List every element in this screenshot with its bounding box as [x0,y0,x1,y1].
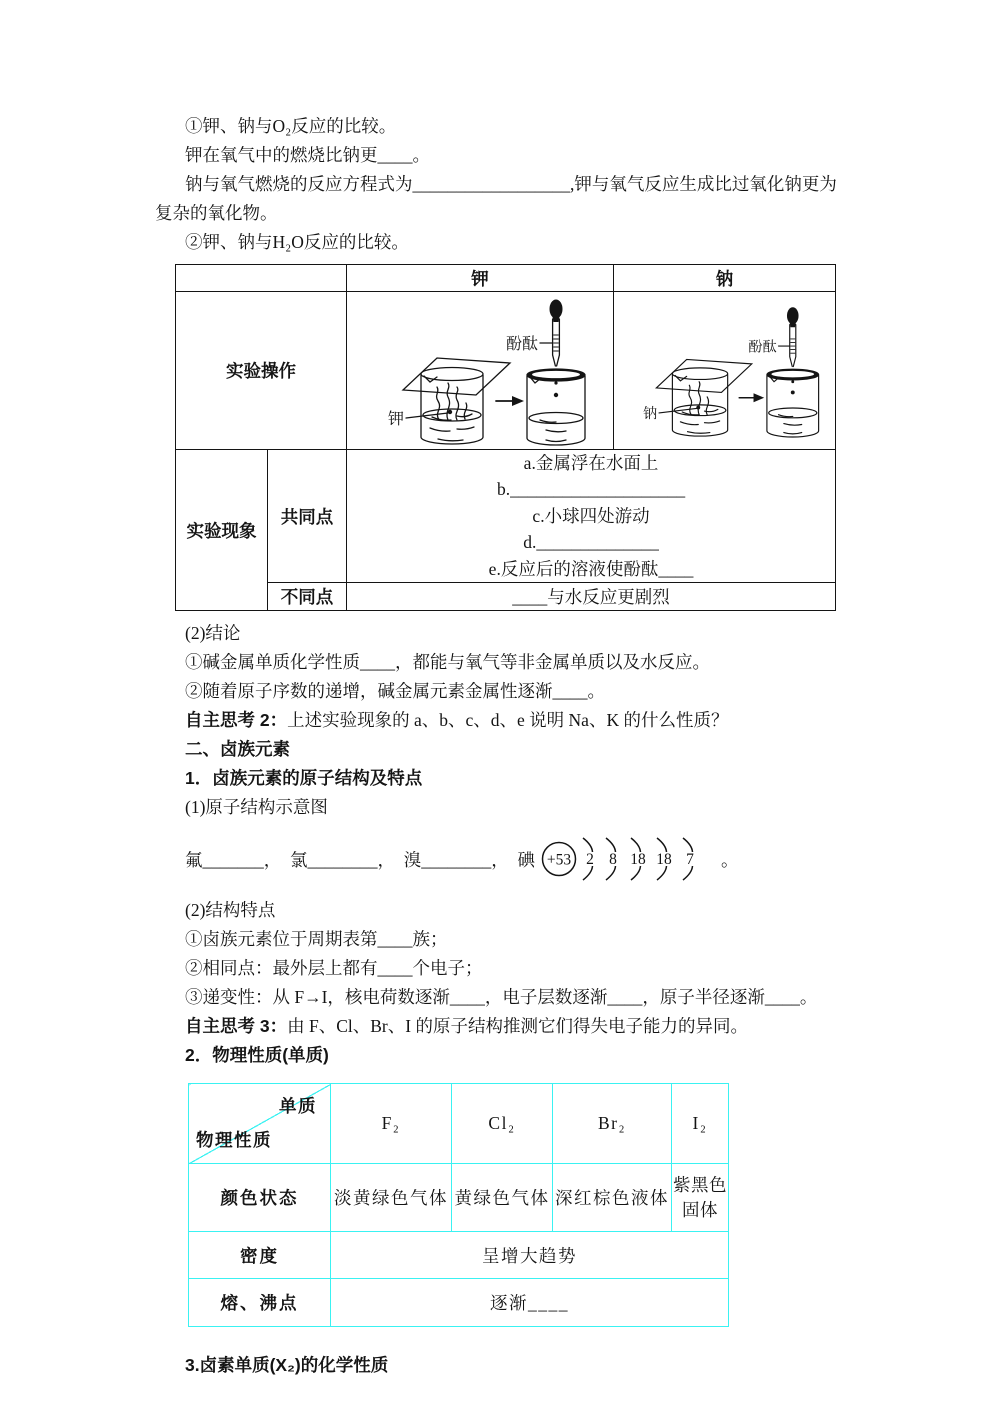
iodine-atom-diagram [539,830,717,888]
shell-5: 7 [686,851,694,869]
heading-atomic-structure: 1．卤族元素的原子结构及特点 [185,768,423,789]
observation-a: a.金属浮在水面上 [523,453,659,473]
para-conclusion-title: (2)结论 [185,623,241,644]
experiment-table [175,264,836,611]
corner-label-property: 物理性质 [196,1130,272,1151]
para-equation-blank: 钠与氧气燃烧的反应方程式为__________________,钾与氧气反应生成比过氧化钠更为复杂的氧化物。 [155,174,837,223]
value-i2-color: 紫黑色固体 [672,1164,729,1232]
common-label: 共同点 [268,450,347,583]
corner-header-cell [189,1084,331,1164]
shell-2: 8 [609,851,617,869]
think3-text: 由 F、Cl、Br、I 的原子结构推测它们得失电子能力的异同。 [287,1016,748,1037]
para-conclusion-1: ①碱金属单质化学性质____，都能与氧气等非金属单质以及水反应。 [185,652,710,673]
table-row [176,292,836,450]
value-cl2-color: 黄绿色气体 [452,1164,553,1232]
table-row [176,583,836,611]
atom-line-period: 。 [721,849,739,870]
observation-b: b.____________________ [496,479,686,500]
sodium-experiment-diagram [618,295,832,447]
table-row [176,265,836,292]
header-empty-cell [176,265,347,292]
para-structure-diagram-title: (1)原子结构示意图 [185,797,328,818]
heading-physical-properties: 2．物理性质(单质) [185,1045,329,1066]
para-structure-1: ①卤族元素位于周期表第____族； [185,929,448,950]
table-row [189,1279,729,1327]
diff-label: 不同点 [268,583,347,611]
think2-prefix: 自主思考 2： [185,710,288,731]
corner-label-substance: 单质 [279,1096,317,1117]
para-structure-2: ②相同点：最外层上都有____个电子； [185,958,483,979]
para-k-na-o2: ①钾、钠与O₂反应的比较。 [185,116,397,136]
observation-e: e.反应后的溶液使酚酞____ [488,558,694,579]
table-row [176,450,836,583]
heading-halogen-section: 二、卤族元素 [185,739,290,760]
potassium-experiment-cell [347,292,614,450]
para-k-na-h2o: ②钾、钠与H₂O反应的比较。 [185,232,409,252]
table-row [189,1084,729,1164]
col-header-cl2: Cl₂ [452,1084,553,1164]
para-think3 [155,1012,847,1041]
table-row [189,1232,729,1279]
header-potassium: 钾 [347,265,614,292]
shell-3: 18 [630,851,646,869]
para-structure-features-title: (2)结构特点 [185,900,276,921]
potassium-experiment-diagram [354,295,606,447]
metal-label: 钾 [387,410,404,428]
properties-table [188,1083,729,1327]
observation-d: d.______________ [523,532,659,553]
halogen-blanks-text: 氟_______， 氯________， 溴________， 碘 [185,849,535,870]
para-conclusion-2: ②随着原子序数的递增，碱金属元素金属性逐渐____。 [185,681,605,702]
para-think2 [155,706,847,735]
diff-observation-cell: ____与水反应更剧烈 [347,583,836,611]
dropper-label: 酚酞 [505,335,538,353]
common-observations-cell [347,450,836,583]
sodium-experiment-cell [614,292,836,450]
value-f2-color: 淡黄绿色气体 [331,1164,452,1232]
row-label-color-state: 颜色状态 [189,1164,331,1232]
value-melting-boiling-trend: 逐渐____ [331,1279,729,1327]
row-label-density: 密度 [189,1232,331,1279]
heading-chemical-properties: 3.卤素单质(X₂)的化学性质 [185,1355,389,1376]
shell-1: 2 [586,851,594,869]
header-sodium: 钠 [614,265,836,292]
para-structure-3: ③递变性：从 F→I，核电荷数逐渐____，电子层数逐渐____，原子半径逐渐____。 [185,987,818,1008]
shell-4: 18 [656,851,672,869]
op-row-label: 实验操作 [176,292,347,450]
value-density-trend: 呈增大趋势 [331,1232,729,1279]
para-burn-compare: 钾在氧气中的燃烧比钠更____。 [185,145,430,165]
col-header-i2: I₂ [672,1084,729,1164]
document-body [155,112,847,1380]
value-br2-color: 深红棕色液体 [553,1164,672,1232]
think3-prefix: 自主思考 3： [185,1016,288,1037]
phenomena-row-label: 实验现象 [176,450,268,611]
row-label-melting-boiling: 熔、沸点 [189,1279,331,1327]
nucleus-charge: +53 [546,851,572,869]
dropper-label: 酚酞 [747,338,777,355]
observation-c: c.小球四处游动 [532,505,650,526]
metal-label: 钠 [642,405,657,422]
think2-text: 上述实验现象的 a、b、c、d、e 说明 Na、K 的什么性质？ [287,710,729,731]
col-header-br2: Br₂ [553,1084,672,1164]
atom-structure-line [155,822,847,896]
table-row [189,1164,729,1232]
col-header-f2: F₂ [331,1084,452,1164]
